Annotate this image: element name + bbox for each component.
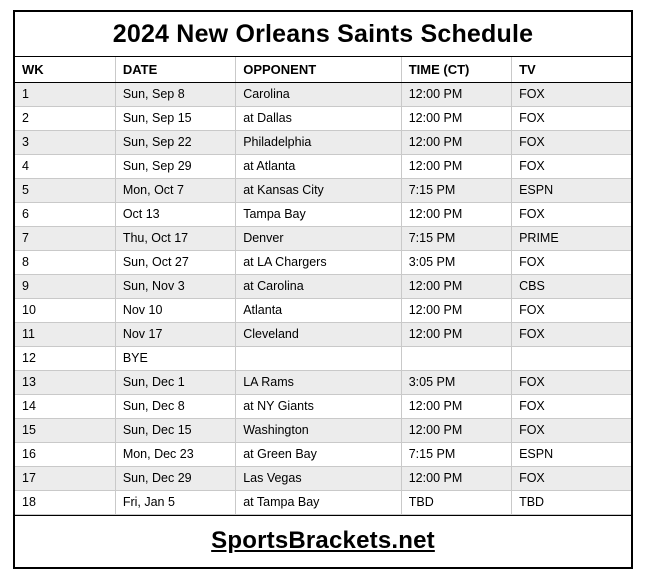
title-bar — [15, 12, 631, 57]
week-cell: 4 — [15, 154, 115, 178]
sportsbrackets-link[interactable]: SportsBrackets.net — [211, 527, 435, 555]
tv-cell: FOX — [512, 250, 631, 274]
table-row — [15, 130, 631, 154]
week-cell: 9 — [15, 274, 115, 298]
table-row — [15, 250, 631, 274]
table-row — [15, 394, 631, 418]
date-cell: BYE — [115, 346, 235, 370]
time-cell: 3:05 PM — [401, 370, 511, 394]
tv-cell: FOX — [512, 130, 631, 154]
date-cell: Sun, Sep 15 — [115, 106, 235, 130]
opponent-cell: Cleveland — [236, 322, 402, 346]
table-row — [15, 226, 631, 250]
week-cell: 13 — [15, 370, 115, 394]
table-row — [15, 322, 631, 346]
column-header-tv: TV — [512, 57, 631, 82]
week-cell: 1 — [15, 82, 115, 106]
opponent-cell: Las Vegas — [236, 466, 402, 490]
time-cell: 12:00 PM — [401, 154, 511, 178]
date-cell: Sun, Dec 1 — [115, 370, 235, 394]
time-cell: 12:00 PM — [401, 322, 511, 346]
week-cell: 10 — [15, 298, 115, 322]
table-row — [15, 370, 631, 394]
table-row — [15, 178, 631, 202]
time-cell: TBD — [401, 490, 511, 514]
time-cell: 12:00 PM — [401, 466, 511, 490]
time-cell: 12:00 PM — [401, 418, 511, 442]
opponent-cell: Atlanta — [236, 298, 402, 322]
page-title: 2024 New Orleans Saints Schedule — [112, 19, 534, 48]
week-cell: 2 — [15, 106, 115, 130]
opponent-cell: at Dallas — [236, 106, 402, 130]
week-cell: 15 — [15, 418, 115, 442]
column-header-date: DATE — [115, 57, 235, 82]
tv-cell — [512, 346, 631, 370]
tv-cell: FOX — [512, 106, 631, 130]
week-cell: 3 — [15, 130, 115, 154]
tv-cell: TBD — [512, 490, 631, 514]
time-cell: 7:15 PM — [401, 442, 511, 466]
table-row — [15, 154, 631, 178]
date-cell: Mon, Dec 23 — [115, 442, 235, 466]
week-cell: 18 — [15, 490, 115, 514]
tv-cell: ESPN — [512, 442, 631, 466]
table-header — [15, 57, 631, 82]
table-row — [15, 82, 631, 106]
column-header-time: TIME (CT) — [401, 57, 511, 82]
time-cell: 12:00 PM — [401, 202, 511, 226]
table-row — [15, 418, 631, 442]
time-cell: 12:00 PM — [401, 106, 511, 130]
table-row — [15, 298, 631, 322]
opponent-cell: at NY Giants — [236, 394, 402, 418]
time-cell: 12:00 PM — [401, 298, 511, 322]
opponent-cell: Washington — [236, 418, 402, 442]
tv-cell: PRIME — [512, 226, 631, 250]
table-row — [15, 274, 631, 298]
column-header-opponent: OPPONENT — [236, 57, 402, 82]
time-cell: 7:15 PM — [401, 178, 511, 202]
date-cell: Mon, Oct 7 — [115, 178, 235, 202]
date-cell: Sun, Oct 27 — [115, 250, 235, 274]
tv-cell: FOX — [512, 298, 631, 322]
opponent-cell: at Kansas City — [236, 178, 402, 202]
tv-cell: ESPN — [512, 178, 631, 202]
week-cell: 8 — [15, 250, 115, 274]
opponent-cell: Denver — [236, 226, 402, 250]
table-row — [15, 490, 631, 514]
week-cell: 7 — [15, 226, 115, 250]
tv-cell: FOX — [512, 154, 631, 178]
week-cell: 5 — [15, 178, 115, 202]
opponent-cell: at Tampa Bay — [236, 490, 402, 514]
tv-cell: FOX — [512, 82, 631, 106]
week-cell: 14 — [15, 394, 115, 418]
week-cell: 17 — [15, 466, 115, 490]
time-cell: 12:00 PM — [401, 82, 511, 106]
header-row — [15, 57, 631, 82]
opponent-cell: at Atlanta — [236, 154, 402, 178]
date-cell: Sun, Dec 15 — [115, 418, 235, 442]
date-cell: Sun, Sep 29 — [115, 154, 235, 178]
tv-cell: FOX — [512, 466, 631, 490]
footer — [15, 515, 631, 568]
date-cell: Sun, Dec 29 — [115, 466, 235, 490]
date-cell: Sun, Sep 8 — [115, 82, 235, 106]
date-cell: Nov 17 — [115, 322, 235, 346]
tv-cell: FOX — [512, 322, 631, 346]
table-row — [15, 466, 631, 490]
date-cell: Fri, Jan 5 — [115, 490, 235, 514]
opponent-cell: Philadelphia — [236, 130, 402, 154]
tv-cell: FOX — [512, 202, 631, 226]
date-cell: Sun, Nov 3 — [115, 274, 235, 298]
tv-cell: FOX — [512, 418, 631, 442]
table-row — [15, 202, 631, 226]
opponent-cell: at Carolina — [236, 274, 402, 298]
date-cell: Thu, Oct 17 — [115, 226, 235, 250]
schedule-frame — [13, 10, 633, 569]
time-cell — [401, 346, 511, 370]
table-row — [15, 106, 631, 130]
opponent-cell: Carolina — [236, 82, 402, 106]
week-cell: 16 — [15, 442, 115, 466]
schedule-table — [15, 57, 631, 515]
tv-cell: FOX — [512, 394, 631, 418]
week-cell: 11 — [15, 322, 115, 346]
table-row — [15, 346, 631, 370]
date-cell: Sun, Dec 8 — [115, 394, 235, 418]
time-cell: 12:00 PM — [401, 394, 511, 418]
column-header-wk: WK — [15, 57, 115, 82]
week-cell: 12 — [15, 346, 115, 370]
tv-cell: FOX — [512, 370, 631, 394]
week-cell: 6 — [15, 202, 115, 226]
opponent-cell: at LA Chargers — [236, 250, 402, 274]
opponent-cell: at Green Bay — [236, 442, 402, 466]
opponent-cell: Tampa Bay — [236, 202, 402, 226]
tv-cell: CBS — [512, 274, 631, 298]
date-cell: Sun, Sep 22 — [115, 130, 235, 154]
time-cell: 12:00 PM — [401, 130, 511, 154]
table-body — [15, 82, 631, 514]
time-cell: 3:05 PM — [401, 250, 511, 274]
opponent-cell — [236, 346, 402, 370]
date-cell: Oct 13 — [115, 202, 235, 226]
table-row — [15, 442, 631, 466]
date-cell: Nov 10 — [115, 298, 235, 322]
time-cell: 7:15 PM — [401, 226, 511, 250]
time-cell: 12:00 PM — [401, 274, 511, 298]
opponent-cell: LA Rams — [236, 370, 402, 394]
